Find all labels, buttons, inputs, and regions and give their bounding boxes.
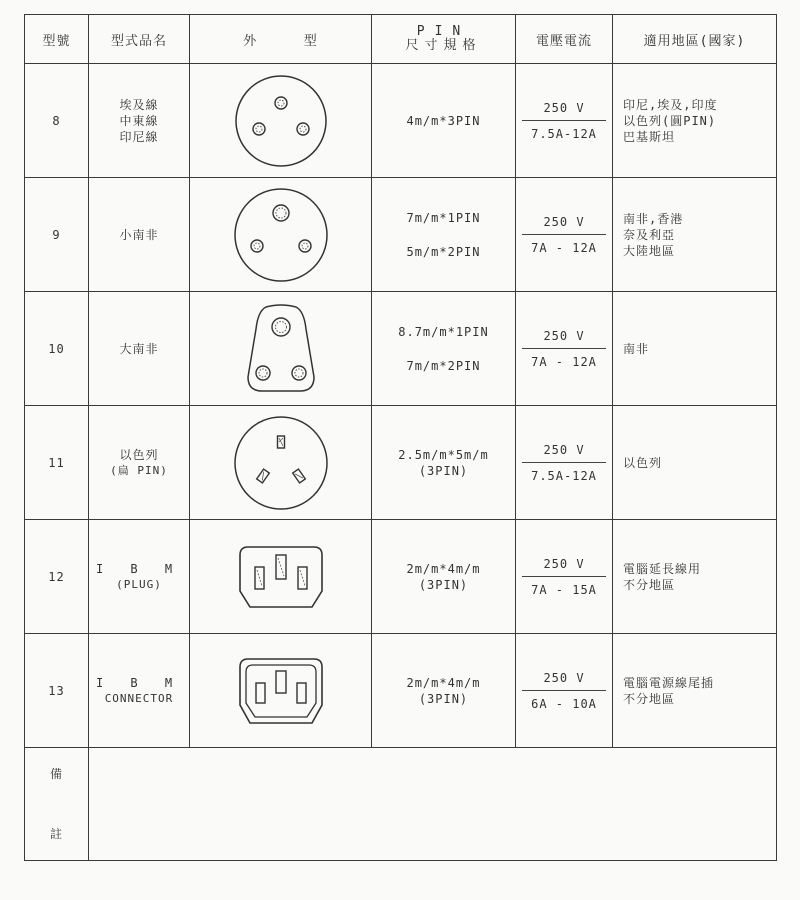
voltage-value: 250 V bbox=[543, 670, 585, 685]
round-three-pin-plug-icon bbox=[226, 185, 336, 285]
notes-row bbox=[25, 748, 777, 861]
region-line: 大陸地區 bbox=[623, 243, 676, 258]
region-line: 電腦延長線用 bbox=[623, 561, 702, 576]
table-row bbox=[25, 178, 777, 292]
region-line: 不分地區 bbox=[623, 577, 676, 592]
notes-label bbox=[25, 748, 89, 861]
voltage-current bbox=[516, 178, 613, 292]
header-model-no bbox=[25, 15, 89, 64]
pin-spec-line: 2m/m*4m/m bbox=[406, 675, 481, 690]
current-value: 7.5A-12A bbox=[531, 126, 597, 141]
table-row bbox=[25, 406, 777, 520]
model-name-line: CONNECTOR bbox=[104, 691, 174, 705]
voltage-value: 250 V bbox=[543, 100, 585, 115]
region bbox=[613, 520, 777, 634]
voltage-current bbox=[516, 634, 613, 748]
pin-spec-line: (3PIN) bbox=[418, 463, 469, 478]
round-flat-pin-plug-icon bbox=[226, 413, 336, 513]
pin-spec-line: 7m/m*1PIN bbox=[406, 210, 481, 225]
pin-spec-line: 8.7m/m*1PIN bbox=[398, 324, 489, 339]
voltage-current bbox=[516, 520, 613, 634]
header-region-label: 適用地區(國家) bbox=[643, 33, 746, 49]
model-name bbox=[89, 406, 190, 520]
pin-spec bbox=[372, 178, 516, 292]
model-name bbox=[89, 520, 190, 634]
current-value: 7A - 12A bbox=[531, 354, 597, 369]
model-number: 10 bbox=[25, 292, 89, 406]
model-number: 8 bbox=[25, 64, 89, 178]
model-number: 13 bbox=[25, 634, 89, 748]
table-row bbox=[25, 634, 777, 748]
region bbox=[613, 64, 777, 178]
region-line: 巴基斯坦 bbox=[623, 129, 676, 144]
current-value: 6A - 10A bbox=[531, 696, 597, 711]
model-name bbox=[89, 634, 190, 748]
model-name-line: 中東線 bbox=[119, 113, 159, 128]
region-line: 不分地區 bbox=[623, 691, 676, 706]
triangular-three-pin-plug-icon bbox=[226, 299, 336, 399]
region bbox=[613, 292, 777, 406]
voltage-value: 250 V bbox=[543, 442, 585, 457]
notes-label-bottom: 註 bbox=[49, 827, 63, 841]
pin-spec-line: 2.5m/m*5m/m bbox=[398, 447, 489, 462]
voltage-current bbox=[516, 292, 613, 406]
pin-spec bbox=[372, 520, 516, 634]
header-size-spec-label: 尺寸規格 bbox=[405, 38, 482, 53]
header-region bbox=[613, 15, 777, 64]
pin-spec-line: 4m/m*3PIN bbox=[406, 113, 481, 128]
pin-spec-line: (3PIN) bbox=[418, 691, 469, 706]
model-number: 11 bbox=[25, 406, 89, 520]
region bbox=[613, 634, 777, 748]
model-name bbox=[89, 292, 190, 406]
table-row bbox=[25, 520, 777, 634]
pin-spec-line: 7m/m*2PIN bbox=[406, 358, 481, 373]
header-row bbox=[25, 15, 777, 64]
model-name-line: 埃及線 bbox=[119, 97, 159, 112]
region-line: 印尼,埃及,印度 bbox=[623, 97, 718, 112]
model-name-line: (PLUG) bbox=[116, 577, 162, 591]
iec-connector-icon bbox=[226, 651, 336, 731]
model-name-line: 印尼線 bbox=[119, 129, 159, 144]
pin-spec bbox=[372, 406, 516, 520]
pin-spec-line: 5m/m*2PIN bbox=[406, 244, 481, 259]
plug-shape bbox=[190, 634, 372, 748]
model-name-line: 小南非 bbox=[119, 227, 159, 242]
iec-plug-icon bbox=[226, 537, 336, 617]
region-line: 南非 bbox=[623, 341, 650, 356]
voltage-value: 250 V bbox=[543, 556, 585, 571]
header-voltage-current-label: 電壓電流 bbox=[535, 33, 592, 49]
plug-shape bbox=[190, 292, 372, 406]
plug-shape bbox=[190, 406, 372, 520]
model-name bbox=[89, 64, 190, 178]
pin-spec bbox=[372, 292, 516, 406]
current-value: 7A - 15A bbox=[531, 582, 597, 597]
header-shape-label-right: 型 bbox=[303, 33, 318, 49]
header-pin-spec bbox=[372, 15, 516, 64]
region-line: 以色列 bbox=[623, 455, 663, 470]
plug-shape bbox=[190, 64, 372, 178]
model-number: 9 bbox=[25, 178, 89, 292]
notes-content bbox=[89, 748, 777, 861]
model-name-line: I B M bbox=[95, 561, 183, 576]
voltage-value: 250 V bbox=[543, 328, 585, 343]
notes-label-top: 備 bbox=[49, 767, 63, 781]
region-line: 南非,香港 bbox=[623, 211, 684, 226]
plug-shape bbox=[190, 178, 372, 292]
current-value: 7A - 12A bbox=[531, 240, 597, 255]
voltage-current bbox=[516, 406, 613, 520]
region-line: 以色列(圓PIN) bbox=[623, 113, 717, 128]
table-row bbox=[25, 292, 777, 406]
round-three-pin-plug-icon bbox=[226, 71, 336, 171]
header-model-no-label: 型號 bbox=[42, 33, 71, 49]
current-value: 7.5A-12A bbox=[531, 468, 597, 483]
plug-spec-table bbox=[24, 14, 777, 861]
region bbox=[613, 178, 777, 292]
region-line: 奈及利亞 bbox=[623, 227, 676, 242]
model-name bbox=[89, 178, 190, 292]
table-row bbox=[25, 64, 777, 178]
header-voltage-current bbox=[516, 15, 613, 64]
model-number: 12 bbox=[25, 520, 89, 634]
header-model-name-label: 型式品名 bbox=[110, 33, 167, 49]
pin-spec bbox=[372, 634, 516, 748]
voltage-current bbox=[516, 64, 613, 178]
model-name-line: (扁 PIN) bbox=[110, 463, 168, 477]
header-model-name bbox=[89, 15, 190, 64]
voltage-value: 250 V bbox=[543, 214, 585, 229]
plug-shape bbox=[190, 520, 372, 634]
region bbox=[613, 406, 777, 520]
pin-spec bbox=[372, 64, 516, 178]
header-shape-label-left: 外 bbox=[243, 33, 258, 49]
model-name-line: 大南非 bbox=[119, 341, 159, 356]
model-name-line: I B M bbox=[95, 675, 183, 690]
pin-spec-line: 2m/m*4m/m bbox=[406, 561, 481, 576]
header-shape bbox=[190, 15, 372, 64]
pin-spec-line: (3PIN) bbox=[418, 577, 469, 592]
model-name-line: 以色列 bbox=[119, 447, 159, 462]
region-line: 電腦電源線尾插 bbox=[623, 675, 715, 690]
header-pin-label: PIN bbox=[416, 24, 471, 39]
